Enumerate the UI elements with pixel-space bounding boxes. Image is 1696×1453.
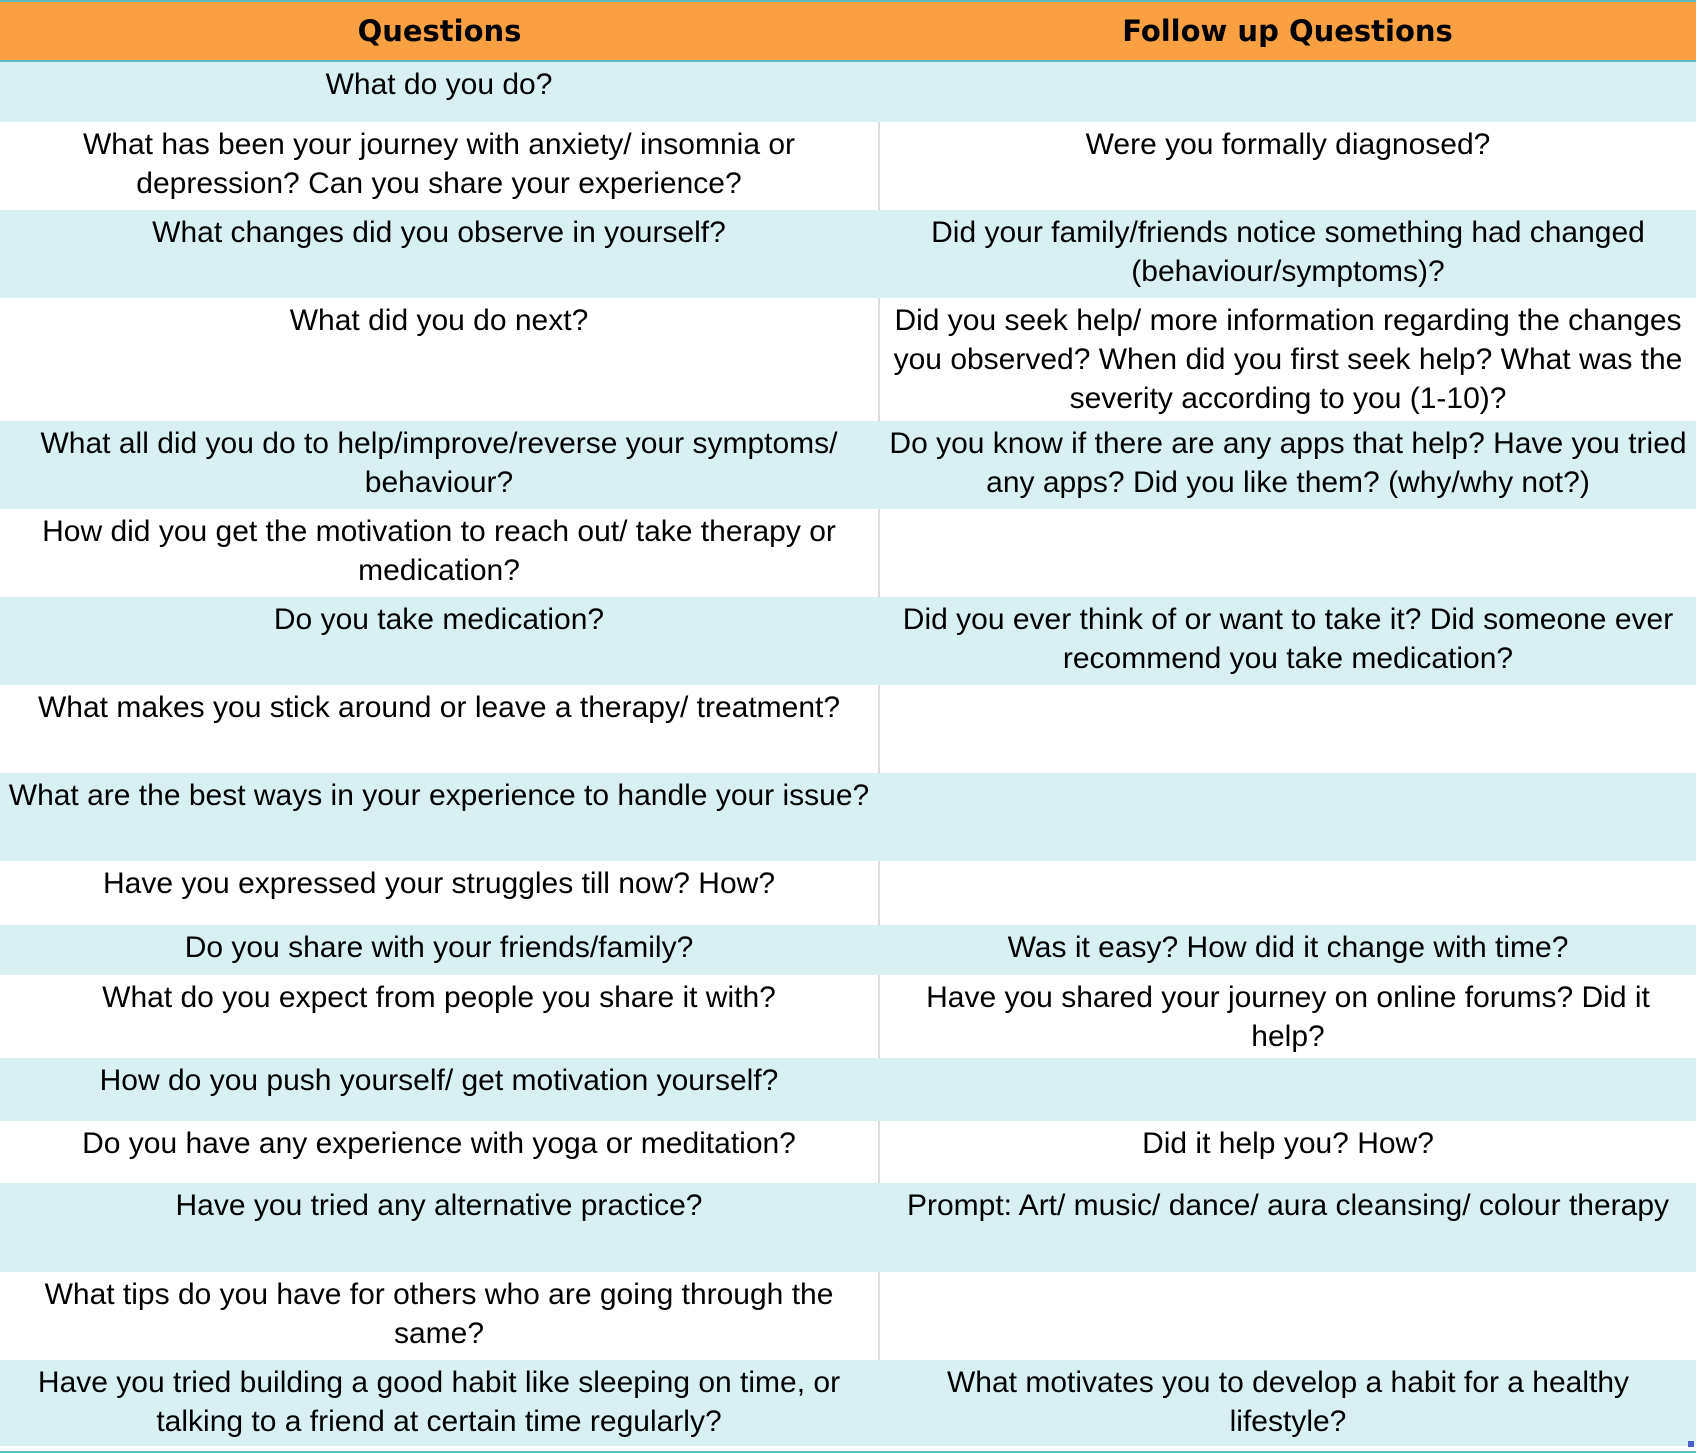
question-cell: What has been your journey with anxiety/ insomnia or depression? Can you share your experience? xyxy=(0,122,879,210)
question-cell: How do you push yourself/ get motivation yourself? xyxy=(0,1058,879,1121)
table-row xyxy=(0,1183,1696,1272)
follow-up-cell xyxy=(879,773,1696,861)
question-cell: Do you share with your friends/family? xyxy=(0,925,879,975)
follow-up-cell: What motivates you to develop a habit for a healthy lifestyle? xyxy=(879,1360,1696,1446)
question-cell: What do you do? xyxy=(0,61,879,122)
follow-up-cell: Were you formally diagnosed? xyxy=(879,122,1696,210)
table-row xyxy=(0,925,1696,975)
question-cell: Have you expressed your struggles till now? How? xyxy=(0,861,879,925)
header-row xyxy=(0,2,1696,61)
follow-up-cell: Do you know if there are any apps that help? Have you tried any apps? Did you like them? (why/why not?) xyxy=(879,421,1696,509)
question-cell: Do you have any experience with yoga or meditation? xyxy=(0,1121,879,1183)
follow-up-cell xyxy=(879,1272,1696,1360)
follow-up-cell: Did you seek help/ more information regarding the changes you observed? When did you first seek help? What was the severity according to you (1-10)? xyxy=(879,298,1696,421)
question-cell: What makes you stick around or leave a therapy/ treatment? xyxy=(0,685,879,773)
question-cell: Do you take medication? xyxy=(0,597,879,685)
question-cell: Have you tried building a good habit like sleeping on time, or talking to a friend at certain time regularly? xyxy=(0,1360,879,1446)
resize-handle-icon xyxy=(1688,1441,1694,1447)
table-row xyxy=(0,298,1696,421)
question-cell: What are the best ways in your experience to handle your issue? xyxy=(0,773,879,861)
follow-up-cell xyxy=(879,861,1696,925)
interview-questions-table xyxy=(0,2,1696,1446)
follow-up-cell xyxy=(879,685,1696,773)
table-row xyxy=(0,509,1696,597)
table-row xyxy=(0,685,1696,773)
table-row xyxy=(0,975,1696,1058)
follow-up-cell xyxy=(879,509,1696,597)
table-row xyxy=(0,122,1696,210)
question-cell: How did you get the motivation to reach out/ take therapy or medication? xyxy=(0,509,879,597)
question-cell: What did you do next? xyxy=(0,298,879,421)
follow-up-cell: Was it easy? How did it change with time? xyxy=(879,925,1696,975)
question-cell: What changes did you observe in yourself? xyxy=(0,210,879,298)
follow-up-cell: Did your family/friends notice something had changed (behaviour/symptoms)? xyxy=(879,210,1696,298)
table-row xyxy=(0,1272,1696,1360)
follow-up-cell: Prompt: Art/ music/ dance/ aura cleansing/ colour therapy xyxy=(879,1183,1696,1272)
header-questions: Questions xyxy=(0,2,879,61)
table-row xyxy=(0,861,1696,925)
table-row xyxy=(0,773,1696,861)
question-cell: What tips do you have for others who are going through the same? xyxy=(0,1272,879,1360)
follow-up-cell xyxy=(879,61,1696,122)
table-row xyxy=(0,1360,1696,1446)
follow-up-cell: Have you shared your journey on online forums? Did it help? xyxy=(879,975,1696,1058)
header-follow-up-questions: Follow up Questions xyxy=(879,2,1696,61)
follow-up-cell: Did it help you? How? xyxy=(879,1121,1696,1183)
table-row xyxy=(0,421,1696,509)
follow-up-cell: Did you ever think of or want to take it? Did someone ever recommend you take medication? xyxy=(879,597,1696,685)
table-row xyxy=(0,1058,1696,1121)
follow-up-cell xyxy=(879,1058,1696,1121)
table-row xyxy=(0,597,1696,685)
question-cell: Have you tried any alternative practice? xyxy=(0,1183,879,1272)
question-cell: What do you expect from people you share it with? xyxy=(0,975,879,1058)
table-row xyxy=(0,61,1696,122)
table-row xyxy=(0,1121,1696,1183)
table-row xyxy=(0,210,1696,298)
question-cell: What all did you do to help/improve/reverse your symptoms/ behaviour? xyxy=(0,421,879,509)
